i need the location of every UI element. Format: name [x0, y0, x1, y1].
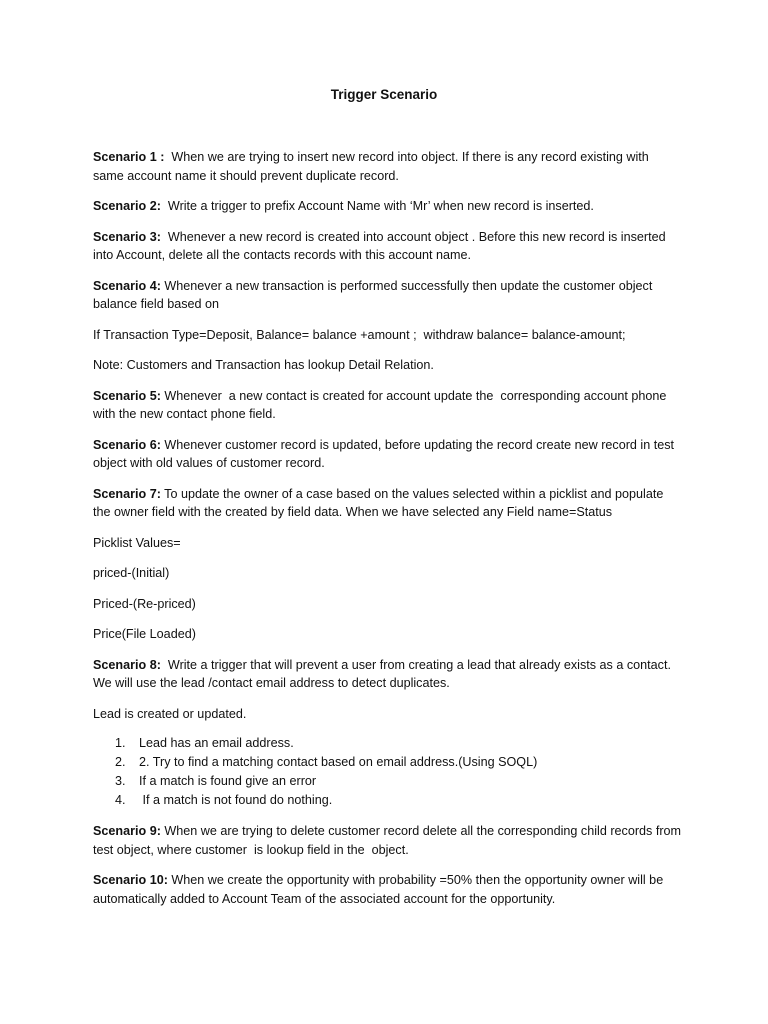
closing-paragraph-list — [93, 822, 683, 908]
scenario-label: Scenario 3: — [93, 229, 161, 244]
scenario-label: Scenario 9: — [93, 824, 161, 838]
scenario-paragraph — [93, 148, 683, 185]
list-item-number: 1. — [115, 736, 126, 750]
paragraph-text: When we are trying to insert new record into object. If there is any record existing with same account name it should prevent duplicate record. — [93, 150, 653, 183]
paragraph-text: Picklist Values= — [93, 535, 181, 550]
paragraph — [93, 326, 683, 345]
paragraph — [93, 564, 683, 583]
paragraph-text: priced-(Initial) — [93, 566, 170, 580]
paragraph-text: Whenever a new transaction is performed successfully then update the customer object balance field based on — [93, 278, 656, 311]
list-item-text: If a match is found give an error — [139, 774, 317, 788]
paragraph-text: Priced-(Re-priced) — [93, 596, 196, 611]
paragraph-text: If Transaction Type=Deposit, Balance= balance +amount ; withdraw balance= balance-amount; — [93, 327, 626, 342]
scenario-paragraph — [93, 822, 683, 859]
scenario-paragraph — [93, 485, 683, 522]
list-item — [93, 734, 683, 753]
paragraph — [93, 705, 683, 724]
paragraph — [93, 595, 683, 614]
list-item — [93, 753, 683, 772]
list-item-number: 3. — [115, 774, 126, 788]
paragraph — [93, 625, 683, 644]
scenario-paragraph — [93, 228, 683, 265]
list-item-text: If a match is not found do nothing. — [139, 793, 333, 807]
scenario-label: Scenario 2: — [93, 199, 161, 213]
list-item-number: 4. — [115, 793, 126, 807]
scenario-label: Scenario 7: — [93, 486, 161, 501]
paragraph-text: Write a trigger to prefix Account Name with ‘Mr’ when new record is inserted. — [160, 199, 594, 213]
scenario-paragraph — [93, 436, 683, 473]
document-body — [93, 148, 683, 920]
paragraph-text: When we create the opportunity with probability =50% then the opportunity owner will be automatically added to Account Team of the associated account for the opportunity. — [93, 873, 667, 906]
paragraph-text: Whenever a new record is created into account object . Before this new record is inserted into Account, delete all the contacts records with this account name. — [93, 229, 670, 262]
scenario-label: Scenario 4: — [93, 278, 161, 293]
scenario-label: Scenario 10: — [93, 873, 168, 887]
paragraph-text: Lead is created or updated. — [93, 706, 247, 721]
paragraph — [93, 534, 683, 553]
paragraph-text: To update the owner of a case based on the values selected within a picklist and populate the owner field with the created by field data. When we have selected any Field name=Status — [93, 486, 667, 519]
scenario-paragraph — [93, 871, 683, 908]
paragraph-text: Whenever customer record is updated, before updating the record create new record in test object with old values of customer record. — [93, 437, 678, 470]
scenario-label: Scenario 1 : — [93, 150, 165, 164]
paragraph-text: Whenever a new contact is created for account update the corresponding account phone with the new contact phone field. — [93, 388, 670, 421]
paragraph-text: Price(File Loaded) — [93, 627, 196, 641]
scenario-paragraph — [93, 197, 683, 216]
list-item — [93, 772, 683, 791]
document-title: Trigger Scenario — [330, 87, 438, 102]
scenario-paragraph — [93, 277, 683, 314]
paragraph-text: When we are trying to delete customer record delete all the corresponding child records from test object, where customer is lookup field in the object. — [93, 824, 685, 857]
scenario-label: Scenario 5: — [93, 388, 161, 403]
scenario-paragraph — [93, 656, 683, 693]
paragraph-list — [93, 148, 683, 723]
list-item-number: 2. — [115, 755, 126, 769]
list-item-text: 2. Try to find a matching contact based on email address.(Using SOQL) — [139, 755, 538, 769]
scenario-paragraph — [93, 387, 683, 424]
scenario-label: Scenario 6: — [93, 437, 161, 452]
list-item — [93, 791, 683, 810]
paragraph — [93, 356, 683, 375]
paragraph-text: Note: Customers and Transaction has lookup Detail Relation. — [93, 358, 434, 372]
paragraph-text: Write a trigger that will prevent a user from creating a lead that already exists as a contact. We will use the lead /contact email address to detect duplicates. — [93, 657, 675, 690]
list-item-text: Lead has an email address. — [139, 736, 294, 750]
steps-list — [93, 734, 683, 810]
scenario-label: Scenario 8: — [93, 657, 161, 672]
